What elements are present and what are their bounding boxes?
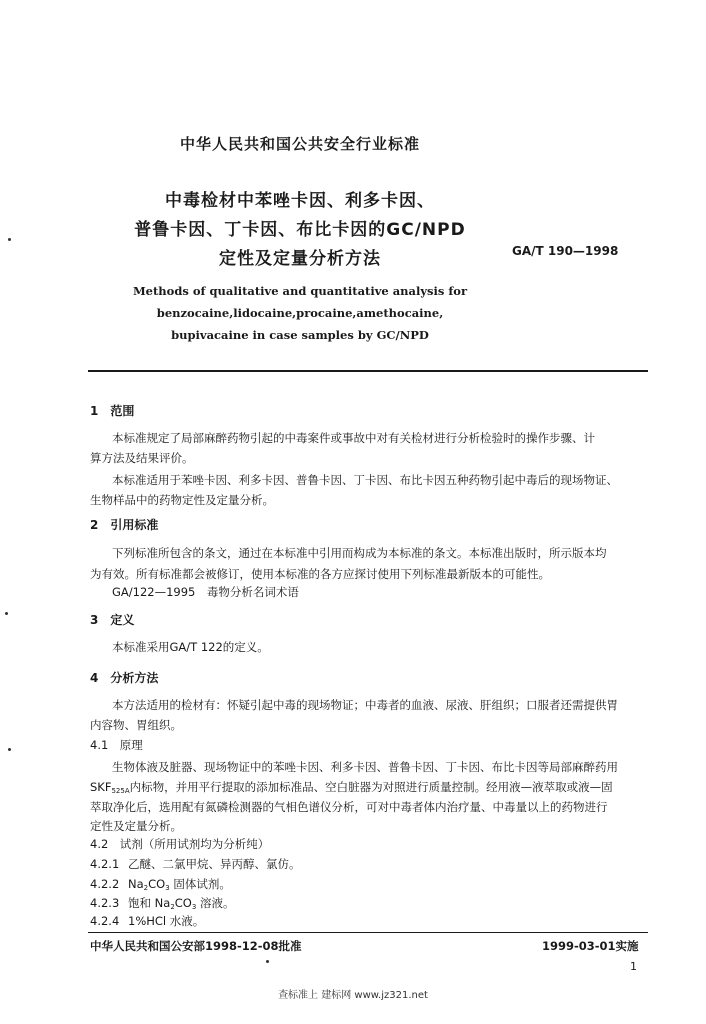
item-4-2-2-number: 4.2.2	[90, 877, 120, 891]
title-line-1: 中毒检材中苯唑卡因、利多卡因、	[165, 191, 435, 211]
english-title-line-3: bupivacaine in case samples by GC/NPD	[171, 328, 429, 342]
section-1-para-2a: 本标准适用于苯唑卡因、利多卡因、普鲁卡因、丁卡因、布比卡因五种药物引起中毒后的现场物证、	[112, 473, 618, 487]
section-2-para-1a: 下列标准所包含的条文，通过在本标准中引用而构成为本标准的条文。本标准出版时，所示版本均	[112, 546, 607, 560]
scan-speck	[5, 612, 8, 615]
header-divider	[88, 370, 648, 372]
item-4-2-3-text: 溶液。	[196, 896, 235, 910]
effective-date: 1999-03-01实施	[542, 939, 639, 953]
scan-speck	[8, 238, 11, 241]
item-4-2-4-text: 1%HCl 水液。	[128, 914, 205, 928]
section-2-heading: 2 引用标准	[90, 518, 159, 532]
section-4-para-1b: 内容物、胃组织。	[90, 718, 182, 732]
title-line-2: 普鲁卡因、丁卡因、布比卡因的GC/NPD	[134, 220, 466, 240]
title-line-3: 定性及定量分析方法	[219, 249, 381, 269]
section-4-heading: 4 分析方法	[90, 671, 159, 685]
section-4-1-para-4: 定性及定量分析。	[90, 819, 182, 833]
section-2-reference: GA/122—1995 毒物分析名词术语	[112, 585, 299, 599]
saturated-sodium-symbol: 饱和 Na	[128, 896, 171, 910]
item-4-2-4	[90, 910, 204, 932]
standard-code: GA/T 190—1998	[512, 244, 619, 258]
section-1-para-1a: 本标准规定了局部麻醉药物引起的中毒案件或事故中对有关检材进行分析检验时的操作步骤、计	[112, 431, 595, 445]
item-4-2-2-text: 固体试剂。	[169, 877, 231, 891]
footer-divider	[88, 932, 648, 933]
section-1-para-2b: 生物样品中的药物定性及定量分析。	[90, 493, 274, 507]
scan-speck	[8, 748, 11, 751]
scan-speck	[266, 960, 269, 963]
english-title-line-2: benzocaine,lidocaine,procaine,amethocaine,	[156, 306, 444, 320]
carbonate-symbol-2: CO	[174, 896, 192, 910]
section-2-para-1b: 为有效。所有标准都会被修订，使用本标准的各方应探讨使用下列标准最新版本的可能性。	[90, 567, 550, 581]
watermark-text: 查标准上 建标网 www.jz321.net	[278, 990, 428, 1001]
section-1-heading: 1 范围	[90, 404, 135, 418]
item-4-2-3-number: 4.2.3	[90, 896, 120, 910]
sodium-subscript-2: 2	[170, 903, 175, 911]
section-4-1-heading: 4.1 原理	[90, 738, 143, 752]
section-1-para-1b: 算方法及结果评价。	[90, 451, 194, 465]
section-4-1-para-2-text: 内标物，并用平行提取的添加标准品、空白脏器为对照进行质量控制。经用液—液萃取或液—固	[129, 780, 613, 794]
section-4-1-para-3: 萃取净化后，选用配有氮磷检测器的气相色谱仪分析，可对中毒者体内治疗量、中毒量以上的药物进行	[90, 800, 608, 814]
internal-standard-name: SKF	[90, 780, 112, 794]
carbonate-subscript: 3	[165, 884, 170, 892]
sodium-subscript: 2	[143, 884, 149, 892]
section-4-2-heading: 4.2 试剂（所用试剂均为分析纯）	[90, 837, 270, 851]
page-number: 1	[630, 960, 637, 973]
standard-type: 中华人民共和国公共安全行业标准	[179, 135, 420, 153]
item-4-2-1-text: 乙醚、二氯甲烷、异丙醇、氯仿。	[128, 857, 301, 871]
item-4-2-1-number: 4.2.1	[90, 857, 120, 871]
section-3-heading: 3 定义	[90, 613, 135, 627]
section-4-1-para-1: 生物体液及脏器、现场物证中的苯唑卡因、利多卡因、普鲁卡因、丁卡因、布比卡因等局部麻醉药用	[112, 760, 618, 774]
approval-statement: 中华人民共和国公安部1998-12-08批准	[90, 939, 302, 953]
item-4-2-4-number: 4.2.4	[90, 914, 120, 928]
section-4-para-1a: 本方法适用的检材有：怀疑引起中毒的现场物证；中毒者的血液、尿液、肝组织；口服者还需提供胃	[112, 698, 618, 712]
carbonate-symbol: CO	[148, 877, 166, 891]
english-title-line-1: Methods of qualitative and quantitative analysis for	[132, 284, 468, 298]
section-3-para: 本标准采用GA/T 122的定义。	[112, 640, 269, 654]
sodium-symbol: Na	[128, 877, 144, 891]
carbonate-subscript-2: 3	[191, 903, 197, 911]
item-4-2-1	[90, 853, 301, 875]
internal-standard-subscript: 525A	[111, 787, 130, 795]
